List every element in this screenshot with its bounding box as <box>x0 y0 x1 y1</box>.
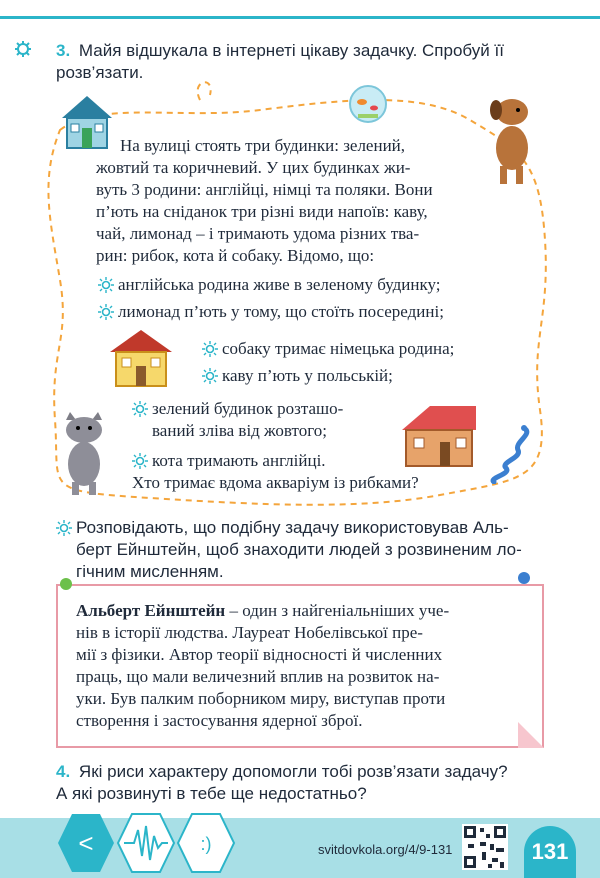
sun-bullet-icon <box>132 401 148 417</box>
sun-bullet-icon <box>56 520 72 536</box>
sun-bullet-icon <box>98 304 114 320</box>
sun-bullet-icon <box>98 277 114 293</box>
sun-bullet-icon <box>202 368 218 384</box>
top-rule <box>0 16 600 19</box>
task-4 <box>56 761 566 805</box>
task-text-line-1: Майя відшукала в інтернеті цікаву задачку. Спробуй її <box>78 41 504 60</box>
green-pin-icon <box>60 578 72 590</box>
puzzle-line-4: п’ють на сніданок три різні види напоїв: каву, <box>96 202 428 221</box>
qr-code-icon[interactable] <box>462 824 508 870</box>
blue-pin-icon <box>518 572 530 584</box>
sun-bullet-icon <box>202 341 218 357</box>
info-card-name: Альберт Ейнштейн <box>76 601 226 620</box>
clue-2: лимонад п’ють у тому, що стоїть посередині; <box>118 301 518 323</box>
clue-6: кота тримають англійці. <box>152 450 392 472</box>
task-text-line-1: Які риси характеру допомогли тобі розв’язати задачу? <box>78 762 508 781</box>
puzzle-line-1: На вулиці стоять три будинки: зелений, <box>120 136 406 155</box>
footer-hexagons <box>56 812 236 874</box>
einstein-note: Розповідають, що подібну задачу використовував Аль- берт Ейнштейн, щоб знаходити людей з розвиненим ло- гічним мисленням. <box>76 517 546 583</box>
brown-house-icon <box>400 404 478 468</box>
gear-icon <box>14 40 32 58</box>
puzzle-line-2: жовтий та коричневий. У цих будинках жи- <box>96 158 411 177</box>
clue-1: англійська родина живе в зеленому будинку; <box>118 274 518 296</box>
svg-text:<: < <box>78 828 94 858</box>
info-card-text: Альберт Ейнштейн – один з найгеніальніших уче- нів в історії людства. Лауреат Нобелівської пре- мії з фізики. Автор теорії відносності й численних праць, що мали величезний вплив на розвиток на- уки. Був палким поборником миру, виступав проти створення і застосування ядерної зброї. <box>76 601 450 730</box>
card-fold <box>518 722 544 748</box>
task-text-line-2: А які розвинуті в тебе ще недостатньо? <box>56 784 367 803</box>
puzzle-line-3: вуть 3 родини: англійці, німці та поляки. Вони <box>96 180 433 199</box>
info-card <box>56 584 544 748</box>
green-house-icon <box>60 94 114 150</box>
aquarium-icon <box>346 80 390 124</box>
clue-3: собаку тримає німецька родина; <box>222 338 512 360</box>
svg-text::): :) <box>200 834 212 854</box>
sun-bullet-icon <box>132 453 148 469</box>
yellow-house-icon <box>108 328 174 388</box>
puzzle-line-6: рин: рибок, кота й собаку. Відомо, що: <box>96 246 375 265</box>
task-number: 4. <box>56 762 71 781</box>
task-3 <box>56 40 556 84</box>
clue-4: каву п’ють у польській; <box>222 365 512 387</box>
task-number: 3. <box>56 41 71 60</box>
footer-url[interactable]: svitdovkola.org/4/9-131 <box>318 842 453 857</box>
clue-5: зелений будинок розташо- ваний зліва від жовтого; <box>152 398 392 442</box>
page-number: 131 <box>524 826 576 878</box>
cat-icon <box>56 412 112 496</box>
task-text-line-2: розв’язати. <box>56 63 144 82</box>
puzzle-question: Хто тримає вдома акваріум із рибками? <box>132 473 419 492</box>
puzzle-line-5: чай, лимонад – і тримають удома різних тва- <box>96 224 420 243</box>
